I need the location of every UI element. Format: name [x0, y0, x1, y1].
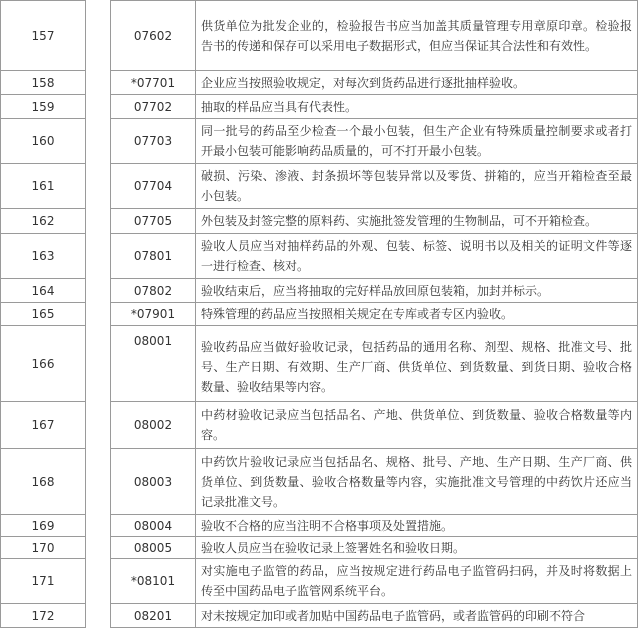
table-row — [1, 449, 638, 515]
item-code: 07705 — [111, 209, 196, 234]
column-gap — [86, 303, 111, 326]
column-gap — [86, 71, 111, 95]
column-gap — [86, 95, 111, 119]
item-text: 供货单位为批发企业的，检验报告书应当加盖其质量管理专用章原印章。检验报告书的传递和保存可以采用电子数据形式，但应当保证其合法性和有效性。 — [196, 1, 638, 71]
column-gap — [86, 537, 111, 559]
column-gap — [86, 164, 111, 209]
row-number: 157 — [1, 1, 86, 71]
item-text: 外包装及封签完整的原料药、实施批签发管理的生物制品，可不开箱检查。 — [196, 209, 638, 234]
column-gap — [86, 515, 111, 537]
item-code: 08201 — [111, 604, 196, 628]
item-text: 对未按规定加印或者加贴中国药品电子监管码，或者监管码的印刷不符合 — [196, 604, 638, 628]
row-number: 162 — [1, 209, 86, 234]
table-row — [1, 1, 638, 71]
item-code: 07704 — [111, 164, 196, 209]
table-row — [1, 119, 638, 164]
table-row — [1, 234, 638, 279]
table-row — [1, 559, 638, 604]
item-code: 07602 — [111, 1, 196, 71]
column-gap — [86, 279, 111, 303]
column-gap — [86, 449, 111, 515]
column-gap — [86, 604, 111, 628]
item-text: 特殊管理的药品应当按照相关规定在专库或者专区内验收。 — [196, 303, 638, 326]
item-code: 08003 — [111, 449, 196, 515]
column-gap — [86, 402, 111, 449]
row-number: 165 — [1, 303, 86, 326]
row-number: 171 — [1, 559, 86, 604]
column-gap — [86, 209, 111, 234]
item-text: 验收人员应当在验收记录上签署姓名和验收日期。 — [196, 537, 638, 559]
item-code: 07703 — [111, 119, 196, 164]
row-number: 168 — [1, 449, 86, 515]
column-gap — [86, 559, 111, 604]
row-number: 167 — [1, 402, 86, 449]
table-row — [1, 164, 638, 209]
row-number: 172 — [1, 604, 86, 628]
row-number: 164 — [1, 279, 86, 303]
item-text: 验收结束后，应当将抽取的完好样品放回原包装箱，加封并标示。 — [196, 279, 638, 303]
table-row — [1, 303, 638, 326]
row-number: 169 — [1, 515, 86, 537]
item-code: 07702 — [111, 95, 196, 119]
column-gap — [86, 234, 111, 279]
table-row — [1, 604, 638, 628]
item-code: 08004 — [111, 515, 196, 537]
row-number: 160 — [1, 119, 86, 164]
item-code: 08002 — [111, 402, 196, 449]
table-row — [1, 95, 638, 119]
item-text: 对实施电子监管的药品，应当按规定进行药品电子监管码扫码，并及时将数据上传至中国药品电子监管网系统平台。 — [196, 559, 638, 604]
table-row — [1, 71, 638, 95]
item-text: 同一批号的药品至少检查一个最小包装，但生产企业有特殊质量控制要求或者打开最小包装可能影响药品质量的，可不打开最小包装。 — [196, 119, 638, 164]
item-code: 07801 — [111, 234, 196, 279]
item-text: 验收药品应当做好验收记录，包括药品的通用名称、剂型、规格、批准文号、批号、生产日期、有效期、生产厂商、供货单位、到货数量、到货日期、验收合格数量、验收结果等内容。 — [196, 326, 638, 402]
table-row — [1, 279, 638, 303]
item-text: 抽取的样品应当具有代表性。 — [196, 95, 638, 119]
column-gap — [86, 326, 111, 402]
row-number: 170 — [1, 537, 86, 559]
row-number: 159 — [1, 95, 86, 119]
column-gap — [86, 1, 111, 71]
item-code: *07901 — [111, 303, 196, 326]
table-row — [1, 326, 638, 402]
column-gap — [86, 119, 111, 164]
row-number: 163 — [1, 234, 86, 279]
item-code: *08101 — [111, 559, 196, 604]
row-number: 166 — [1, 326, 86, 402]
item-text: 验收人员应当对抽样药品的外观、包装、标签、说明书以及相关的证明文件等逐一进行检查、核对。 — [196, 234, 638, 279]
item-code: 07802 — [111, 279, 196, 303]
row-number: 161 — [1, 164, 86, 209]
table-row — [1, 402, 638, 449]
item-text: 破损、污染、渗液、封条损坏等包装异常以及零货、拼箱的，应当开箱检查至最小包装。 — [196, 164, 638, 209]
row-number: 158 — [1, 71, 86, 95]
table-body — [1, 1, 638, 628]
item-text: 验收不合格的应当注明不合格事项及处置措施。 — [196, 515, 638, 537]
table-row — [1, 537, 638, 559]
table-row — [1, 209, 638, 234]
item-code: 08001 — [111, 326, 196, 402]
item-code: *07701 — [111, 71, 196, 95]
item-text: 中药饮片验收记录应当包括品名、规格、批号、产地、生产日期、生产厂商、供货单位、到货数量、验收合格数量等内容，实施批准文号管理的中药饮片还应当记录批准文号。 — [196, 449, 638, 515]
item-text: 企业应当按照验收规定，对每次到货药品进行逐批抽样验收。 — [196, 71, 638, 95]
item-code: 08005 — [111, 537, 196, 559]
table-row — [1, 515, 638, 537]
item-text: 中药材验收记录应当包括品名、产地、供货单位、到货数量、验收合格数量等内容。 — [196, 402, 638, 449]
